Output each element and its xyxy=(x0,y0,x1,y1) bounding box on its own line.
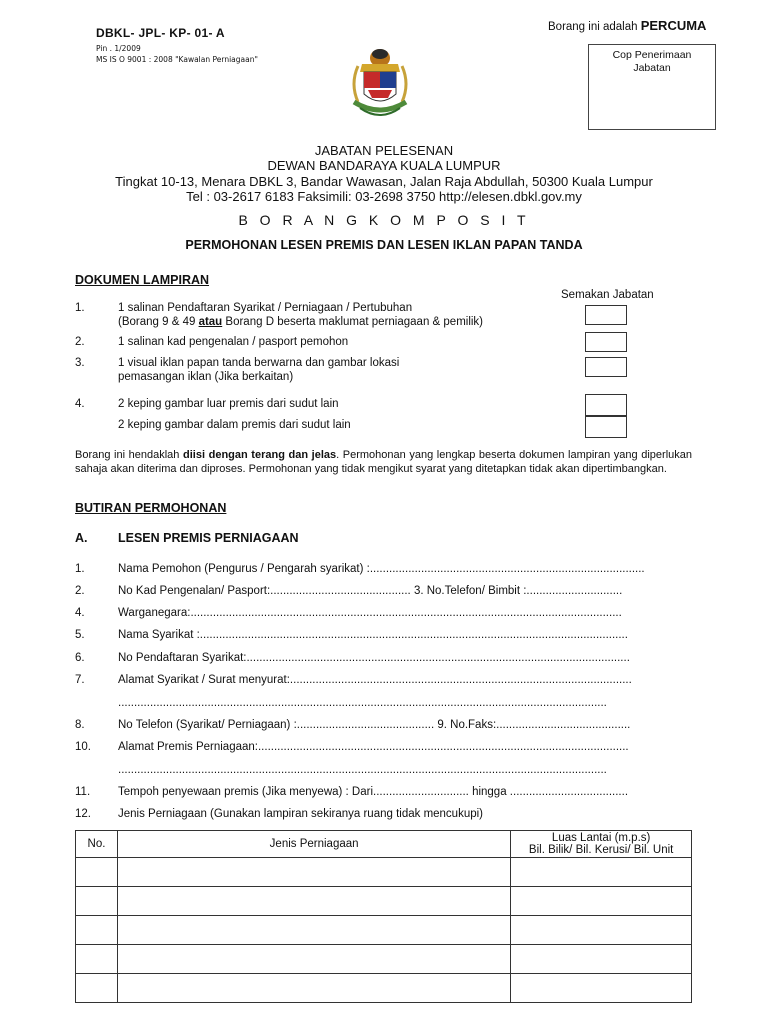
instructions-text: Borang ini hendaklah xyxy=(75,449,184,461)
table-cell[interactable] xyxy=(511,974,692,1003)
floor-area-units-label: Bil. Bilik/ Bil. Kerusi/ Bil. Unit xyxy=(528,844,674,856)
column-header-floor-area xyxy=(511,831,692,858)
field-number: 12. xyxy=(75,808,91,820)
table-row xyxy=(76,887,692,916)
field-number: 4. xyxy=(75,607,85,619)
field-number: 1. xyxy=(75,563,85,575)
check-box-4a[interactable] xyxy=(585,394,627,416)
doc-item-number: 4. xyxy=(75,398,85,410)
check-box-4b[interactable] xyxy=(585,416,627,438)
instructions-emphasis: diisi dengan terang dan jelas xyxy=(183,449,337,461)
field-business-type-label: Jenis Perniagaan (Gunakan lampiran sekiranya ruang tidak mencukupi) xyxy=(118,808,484,820)
field-number: 10. xyxy=(75,741,91,753)
doc-item-text: Borang D beserta maklumat perniagaan & pemilik) xyxy=(222,316,484,328)
fee-word: PERCUMA xyxy=(640,18,707,33)
section-a-title: LESEN PREMIS PERNIAGAAN xyxy=(118,531,299,545)
table-cell[interactable] xyxy=(511,858,692,887)
table-cell[interactable] xyxy=(511,887,692,916)
form-type: B O R A N G K O M P O S I T xyxy=(238,212,530,228)
table-cell[interactable] xyxy=(117,916,510,945)
field-number: 5. xyxy=(75,629,85,641)
doc-item-line xyxy=(118,316,483,328)
doc-item-line: 1 visual iklan papan tanda berwarna dan gambar lokasi xyxy=(118,357,400,369)
table-cell[interactable] xyxy=(76,858,118,887)
table-cell[interactable] xyxy=(511,945,692,974)
check-box-1[interactable] xyxy=(585,305,627,325)
reception-stamp-box xyxy=(588,44,716,130)
field-rental-period[interactable]: Tempoh penyewaan premis (Jika menyewa) : Dari.............................. hingga ..................................... xyxy=(118,786,629,798)
check-box-3[interactable] xyxy=(585,357,627,377)
form-code: DBKL- JPL- KP- 01- A xyxy=(96,26,225,40)
section-a-letter: A. xyxy=(75,531,88,545)
fee-prefix: Borang ini adalah xyxy=(548,21,638,33)
application-heading: BUTIRAN PERMOHONAN xyxy=(75,501,227,515)
documents-heading: DOKUMEN LAMPIRAN xyxy=(75,273,210,287)
pin-number: Pin . 1/2009 xyxy=(96,44,141,53)
field-number: 11. xyxy=(75,786,91,798)
fee-notice xyxy=(548,18,706,33)
table-cell[interactable] xyxy=(117,945,510,974)
doc-item-text: (Borang 9 & 49 xyxy=(118,316,199,328)
field-business-phone-fax[interactable]: No Telefon (Syarikat/ Perniagaan) :........................................... 9. No.Faks:.......................................... xyxy=(118,719,631,731)
table-header-row xyxy=(76,831,692,858)
field-premise-address[interactable]: Alamat Premis Perniagaan:.................................................................................................................... xyxy=(118,741,629,753)
field-company-registration[interactable]: No Pendaftaran Syarikat:........................................................................................................................ xyxy=(118,652,630,664)
table-cell[interactable] xyxy=(117,974,510,1003)
doc-item-number: 3. xyxy=(75,357,85,369)
doc-item-number: 1. xyxy=(75,302,85,314)
doc-item-line: 2 keping gambar dalam premis dari sudut lain xyxy=(118,419,351,431)
council-address: Tingkat 10-13, Menara DBKL 3, Bandar Wawasan, Jalan Raja Abdullah, 50300 Kuala Lumpur xyxy=(115,174,653,189)
field-company-name[interactable]: Nama Syarikat :...................................................................................................................................... xyxy=(118,629,628,641)
doc-item-line: 1 salinan kad pengenalan / pasport pemohon xyxy=(118,336,349,348)
table-cell[interactable] xyxy=(76,916,118,945)
doc-item-line: 2 keping gambar luar premis dari sudut lain xyxy=(118,398,339,410)
check-box-2[interactable] xyxy=(585,332,627,352)
doc-item-line: pemasangan iklan (Jika berkaitan) xyxy=(118,371,294,383)
stamp-label-1: Cop Penerimaan xyxy=(612,49,692,61)
council-contact: Tel : 03-2617 6183 Faksimili: 03-2698 3750 http://elesen.dbkl.gov.my xyxy=(186,189,582,204)
table-cell[interactable] xyxy=(511,916,692,945)
table-row xyxy=(76,945,692,974)
department-name: JABATAN PELESENAN xyxy=(314,143,454,158)
form-title: PERMOHONAN LESEN PREMIS DAN LESEN IKLAN PAPAN TANDA xyxy=(185,238,583,252)
doc-item-number: 2. xyxy=(75,336,85,348)
instructions-text: . Permohonan yang lengkap beserta dokumen lampiran yang diperlukan sahaja akan diterima dan diproses. Permohonan yang tidak mengikut syarat yang ditetapkan tidak akan dipertimbangkan. xyxy=(75,449,692,475)
floor-area-label: Luas Lantai (m.p.s) xyxy=(551,832,651,844)
iso-reference: MS IS O 9001 : 2008 "Kawalan Perniagaan" xyxy=(96,55,258,64)
field-nationality[interactable]: Warganegara:....................................................................................................................................... xyxy=(118,607,622,619)
field-premise-address-line2[interactable]: ......................................................................................................................................................... xyxy=(118,764,607,776)
check-heading: Semakan Jabatan xyxy=(561,289,654,301)
table-row xyxy=(76,916,692,945)
council-name: DEWAN BANDARAYA KUALA LUMPUR xyxy=(267,158,501,173)
doc-item-emphasis: atau xyxy=(198,316,223,328)
table-cell[interactable] xyxy=(117,858,510,887)
table-cell[interactable] xyxy=(76,974,118,1003)
field-number: 7. xyxy=(75,674,85,686)
column-header-no: No. xyxy=(76,831,118,858)
table-row xyxy=(76,974,692,1003)
field-company-address[interactable]: Alamat Syarikat / Surat menyurat:........................................................................................................... xyxy=(118,674,632,686)
stamp-label-2: Jabatan xyxy=(633,62,671,74)
field-number: 6. xyxy=(75,652,85,664)
table-cell[interactable] xyxy=(117,887,510,916)
field-number: 8. xyxy=(75,719,85,731)
business-type-table xyxy=(75,830,692,1003)
table-cell[interactable] xyxy=(76,945,118,974)
doc-item-line: 1 salinan Pendaftaran Syarikat / Perniagaan / Pertubuhan xyxy=(118,302,413,314)
dbkl-crest-logo xyxy=(344,44,416,124)
instructions-paragraph xyxy=(75,449,692,476)
field-ic-phone[interactable]: No Kad Pengenalan/ Pasport:............................................ 3. No.Telefon/ Bimbit :.............................. xyxy=(118,585,623,597)
table-cell[interactable] xyxy=(76,887,118,916)
field-number: 2. xyxy=(75,585,85,597)
field-applicant-name[interactable]: Nama Pemohon (Pengurus / Pengarah syarikat) :...................................................................................... xyxy=(118,563,645,575)
table-row xyxy=(76,858,692,887)
column-header-business-type: Jenis Perniagaan xyxy=(117,831,510,858)
field-company-address-line2[interactable]: ......................................................................................................................................................... xyxy=(118,697,607,709)
